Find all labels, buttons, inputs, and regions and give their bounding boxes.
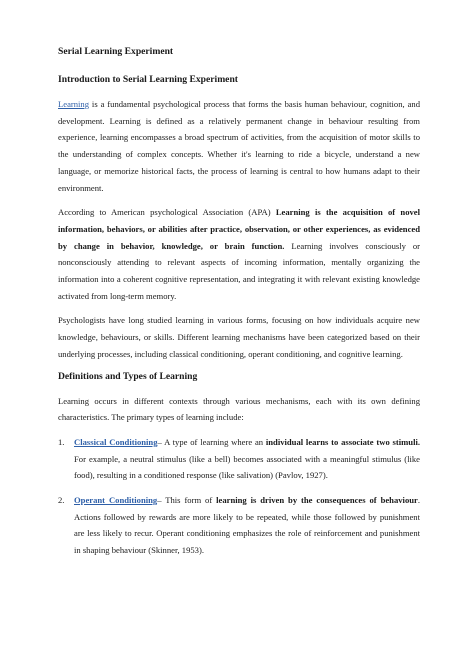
document-page — [58, 46, 420, 567]
paragraph-psychologists: Psychologists have long studied learning in various forms, focusing on how individuals acquire new knowledge, behaviours, or skills. Different learning mechanisms have been categorized based on their underlying processes, including classical conditioning, operant conditioning, and cognitive learning. — [58, 315, 420, 359]
list-item-text: . Actions followed by rewards are more likely to be repeated, while those followed by punishment are less likely to recur. Operant conditioning emphasizes the role of reinforcement and punishment in shaping behaviour (Skinner, 1953). — [74, 495, 420, 556]
list-item-text: For example, a neutral stimulus (like a bell) becomes associated with a meaningful stimulus (like food), resulting in a conditioned response (like salivation) (Pavlov, 1927). — [74, 453, 420, 481]
list-item-bold: learning is driven by the consequences of behaviour — [216, 495, 418, 506]
paragraph-learning-contexts: Learning occurs in different contexts through various mechanisms, each with its own defining characteristics. The primary types of learning include: — [58, 395, 420, 423]
learning-types-list — [58, 434, 420, 559]
list-item-classical-conditioning — [58, 434, 420, 484]
list-item-text: – A type of learning where an — [157, 436, 266, 447]
classical-conditioning-link[interactable]: Classical Conditioning — [74, 436, 158, 447]
paragraph-text: is a fundamental psychological process that forms the basis human behaviour, cognition, and development. Learning is defined as a relatively permanent change in behaviour resulting from experience, learning encompasses a broad spectrum of activities, from the acquisition of motor skills to the understanding of complex concepts. Whether it's learning to ride a bicycle, understand a new language, or memorize historical facts, the process of learning is central to how humans adapt to their environment. — [58, 99, 420, 193]
paragraph-text: According to American psychological Association (APA) — [58, 207, 276, 218]
list-item-text: – This form of — [157, 495, 217, 506]
list-number: 1. — [58, 436, 65, 447]
learning-link[interactable]: Learning — [58, 99, 90, 109]
list-item-operant-conditioning — [58, 492, 420, 559]
definitions-heading: Definitions and Types of Learning — [58, 370, 198, 382]
list-number: 2. — [58, 495, 65, 506]
operant-conditioning-link[interactable]: Operant Conditioning — [74, 495, 158, 506]
intro-heading: Introduction to Serial Learning Experiment — [58, 74, 238, 85]
paragraph-text: Learning involves consciously or nonconsciously attending to relevant aspects of incoming information, mentally organizing the information into a coherent cognitive representation, and integrating it with relevant existing knowledge activated from long-term memory. — [58, 240, 420, 301]
paragraph-apa-definition — [58, 204, 420, 304]
paragraph-learning-definition — [58, 96, 420, 196]
list-item-bold: individual learns to associate two stimuli. — [265, 436, 420, 447]
apa-definition-bold: Learning is the acquisition of novel information, behaviors, or abilities after practice, observation, or other experiences, as evidenced by change in behavior, knowledge, or brain function. — [58, 207, 420, 251]
document-title: Serial Learning Experiment — [58, 46, 174, 57]
